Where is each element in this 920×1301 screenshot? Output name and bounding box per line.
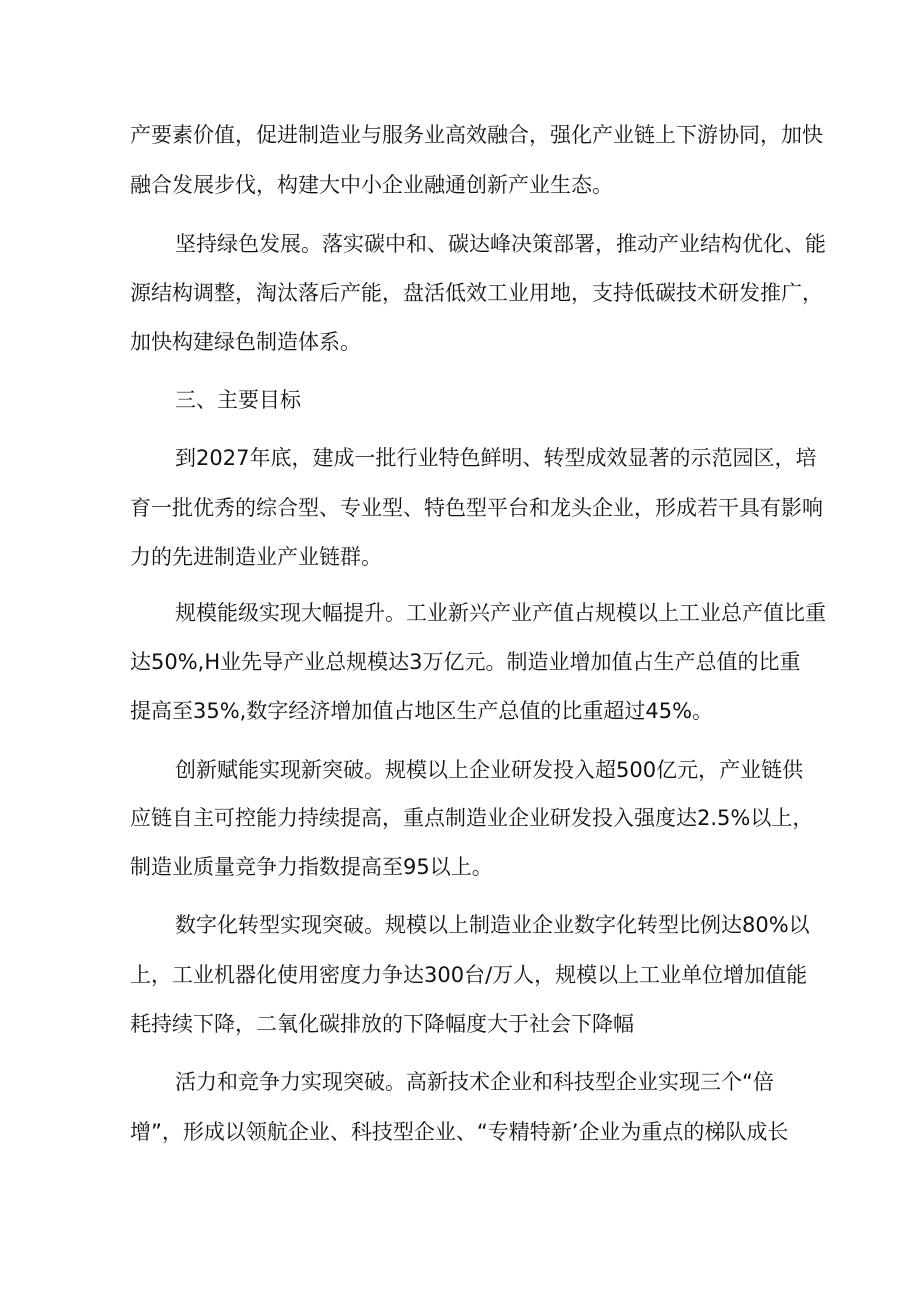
line-text: 制造业质量竞争力指数提高至95以上。 (130, 855, 493, 879)
line-text: 数字化转型实现突破。规模以上制造业企业数字化转型比例达80%以 (175, 913, 810, 937)
line-text: 育一批优秀的综合型、专业型、特色型平台和龙头企业，形成若干具有影响 (130, 496, 823, 520)
line-text: 活力和竞争力实现突破。高新技术企业和科技型企业实现三个“倍 (175, 1070, 774, 1094)
line-text: 源结构调整，淘汰落后产能，盘活低效工业用地，支持低碳技术研发推广， (130, 281, 823, 305)
line-text: 坚持绿色发展。落实碳中和、碳达峰决策部署，推动产业结构优化、能 (175, 232, 826, 256)
line-text: 增”，形成以领航企业、科技型企业、“专精特新’企业为重点的梯队成长 (130, 1120, 789, 1144)
section-heading-text: 三、主要目标 (175, 388, 301, 412)
line-text: 加快构建绿色制造体系。 (130, 330, 361, 354)
line-text: 上，工业机器化使用密度力争达300台/万人，规模以上工业单位增加值能 (130, 963, 808, 987)
line-text: 融合发展步伐，构建大中小企业融通创新产业生态。 (130, 173, 613, 197)
line-text: 规模能级实现大幅提升。工业新兴产业产值占规模以上工业总产值比重 (175, 601, 826, 625)
line-text: 力的先进制造业产业链群。 (130, 545, 382, 569)
line-text: 达50%,H业先导产业总规模达3万亿元。制造业增加值占生产总值的比重 (130, 650, 801, 674)
line-text: 创新赋能实现新突破。规模以上企业研发投入超500亿元，产业链供 (175, 758, 804, 782)
line-text: 提高至35%,数字经济增加值占地区生产总值的比重超过45%。 (130, 699, 714, 723)
line-text: 耗持续下降，二氧化碳排放的下降幅度大于社会下降幅 (130, 1012, 634, 1036)
line-text: 到2027年底，建成一批行业特色鲜明、转型成效显著的示范园区，培 (175, 446, 817, 470)
line-text: 产要素价值，促进制造业与服务业高效融合，强化产业链上下游协同，加快 (130, 123, 823, 147)
line-text: 应链自主可控能力持续提高，重点制造业企业研发投入强度达2.5%以上， (130, 806, 814, 830)
